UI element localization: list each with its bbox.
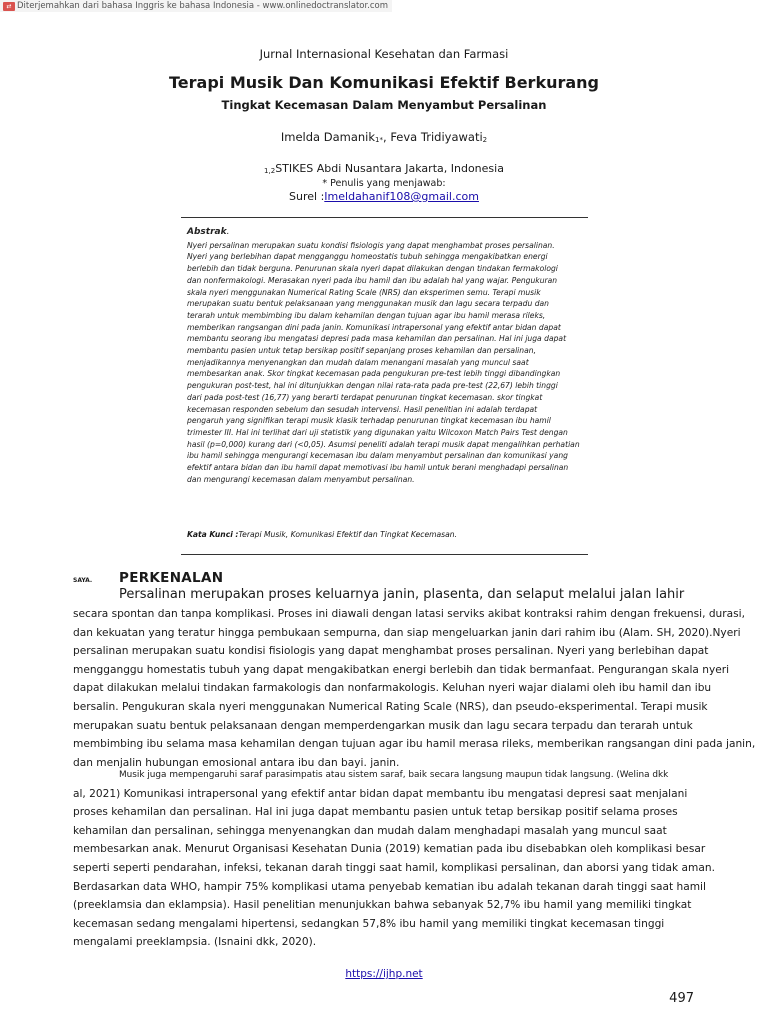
abstract-line: Nyeri yang berlebihan dapat mengganggu homeostatis tubuh sehingga mengakibatkan energi xyxy=(187,252,548,262)
email-label: Surel : xyxy=(289,190,325,203)
abstract-line: memberikan rangsangan dini pada janin. Komunikasi intrapersonal yang efektif antar bidan dapat xyxy=(187,322,561,332)
abstract-line: dan mengurangi kecemasan dalam menyambut persalinan. xyxy=(187,474,415,484)
paragraph-line: merupakan suatu bentuk pelaksanaan dengan memperdengarkan musik dan lagu secara terpadu dan terarah untuk xyxy=(73,719,693,732)
keywords-label: Kata Kunci : xyxy=(187,530,239,539)
paper-subtitle: Tingkat Kecemasan Dalam Menyambut Persalinan xyxy=(221,98,547,112)
paragraph-line: Persalinan merupakan proses keluarnya janin, plasenta, dan selaput melalui jalan lahir xyxy=(119,587,685,602)
paragraph-line: membesarkan anak. Menurut Organisasi Kesehatan Dunia (2019) kematian pada ibu disebabkan oleh komplikasi besar xyxy=(73,843,706,856)
paragraph-line: Berdasarkan data WHO, hampir 75% komplikasi utama penyebab kematian ibu adalah tekanan darah tinggi saat hamil xyxy=(73,880,706,893)
abstract-line: membantu pasien untuk tetap bersikap positif sepanjang proses kehamilan dan persalinan, xyxy=(187,346,536,356)
author-1-affil-mark: 1* xyxy=(375,136,383,144)
author-1: Imelda Damanik xyxy=(280,130,376,144)
keywords xyxy=(187,530,457,539)
paragraph-line: membimbing ibu selama masa kehamilan dengan tujuan agar ibu hamil merasa rileks, memberikan rangsangan dini pada janin, xyxy=(73,738,756,751)
author-separator: , xyxy=(383,130,391,144)
abstract-line: hasil (p=0,000) kurang dari (<0,05). Asumsi peneliti adalah terapi musik dapat mengalihkan perhatian xyxy=(187,439,580,449)
abstract-line: terarah untuk membimbing ibu dalam kehamilan dengan tujuan agar ibu hamil merasa rileks, xyxy=(187,310,546,320)
abstract-line: pengukuran post-test, hal ini ditunjukkan dengan nilai rata-rata pada pre-test (22,67) lebih tinggi xyxy=(187,381,558,391)
section-title: PERKENALAN xyxy=(119,570,224,586)
paragraph-line: dan menjalin hubungan emosional antara ibu dan bayi. janin. xyxy=(73,756,400,769)
paragraph-line: kehamilan dan persalinan, sehingga menyenangkan dan mudah dalam menghadapi masalah yang muncul saat xyxy=(73,824,667,837)
abstract-body xyxy=(187,240,587,486)
corresponding-author-label: * Penulis yang menjawab: xyxy=(322,178,446,189)
abstract xyxy=(187,227,587,485)
abstract-line: pengaruh yang signifikan terapi musik klasik terhadap penurunan tingkat kecemasan ibu hamil xyxy=(187,416,551,426)
abstract-line: kecemasan responden sebelum dan sesudah intervensi. Hasil penelitian ini adalah terdapat xyxy=(187,404,538,414)
authors xyxy=(0,130,768,144)
email-line xyxy=(0,190,768,203)
author-2: Feva Tridiyawati xyxy=(390,130,483,144)
footer-journal-link[interactable]: https://ijhp.net xyxy=(345,968,423,980)
abstract-top-rule xyxy=(181,217,588,218)
abstract-line: trimester III. Hal ini terlihat dari uji statistik yang digunakan yaitu Wilcoxon Match Pairs Test dengan xyxy=(187,427,568,437)
abstract-line: merupakan suatu bentuk pelaksanaan yang menggunakan musik dan lagu secara terpadu dan xyxy=(187,299,549,309)
paragraph-line: proses kehamilan dan persalinan. Hal ini juga dapat membantu pasien untuk tetap bersikap positif selama proses xyxy=(73,806,678,819)
paragraph-line: dapat dilakukan melalui tindakan farmakologis dan nonfarmakologis. Keluhan nyeri wajar dialami oleh ibu hamil dan ibu xyxy=(73,682,712,695)
translator-banner[interactable] xyxy=(0,0,392,12)
abstract-line: membesarkan anak. Skor tingkat kecemasan pada pengukuran pre-test lebih tinggi dibandingkan xyxy=(187,369,561,379)
paragraph-1 xyxy=(73,585,756,772)
paragraph-line: kecemasan sedang mengalami hipertensi, sedangkan 57,8% ibu hamil yang memiliki tingkat kecemasan tinggi xyxy=(73,917,665,930)
email-link[interactable]: Imeldahanif108@gmail.com xyxy=(324,190,479,203)
affiliation-text: STIKES Abdi Nusantara Jakarta, Indonesia xyxy=(275,162,504,175)
abstract-line: berlebih dan tidak berguna. Penurunan skala nyeri dapat dilakukan dengan tindakan fermakologi xyxy=(187,264,558,274)
translate-icon: ⇄ xyxy=(3,2,15,11)
paragraph-line: al, 2021) Komunikasi intrapersonal yang efektif antar bidan dapat membantu ibu mengatasi depresi saat menjalani xyxy=(73,787,688,800)
paragraph-line: dan kekuatan yang teratur hingga pembukaan sempurna, dan siap mengeluarkan janin dari rahim ibu (Alam. SH, 2020).Nyeri xyxy=(73,626,741,639)
page-number: 497 xyxy=(669,991,694,1006)
paragraph-line: mengalami preeklampsia. (Isnaini dkk, 2020). xyxy=(73,936,317,949)
paragraph-line: persalinan merupakan suatu kondisi fisiologis yang dapat menghambat proses persalinan. Nyeri yang berlebihan dapat xyxy=(73,645,709,658)
abstract-line: skala nyeri menggunakan Numerical Rating Scale (NRS) dan eksperimen semu. Terapi musik xyxy=(187,287,541,297)
paragraph-line: bersalin. Pengukuran skala nyeri menggunakan Numerical Rating Scale (NRS), dan pseudo-eksperimental. Terapi musik xyxy=(73,700,708,713)
affiliation xyxy=(0,162,768,175)
translator-banner-text[interactable]: Diterjemahkan dari bahasa Inggris ke bahasa Indonesia - www.onlinedoctranslator.com xyxy=(17,1,389,11)
abstract-bottom-rule xyxy=(181,554,588,555)
paper-title: Terapi Musik Dan Komunikasi Efektif Berkurang xyxy=(168,73,599,92)
abstract-heading: Abstrak. xyxy=(187,227,230,237)
abstract-line: dari pada post-test (16,77) yang berarti terdapat penurunan tingkat kecemasan. skor tingkat xyxy=(187,392,543,402)
abstract-line: ibu hamil sehingga mengurangi kecemasan ibu dalam menyambut persalinan dan komunikasi yang xyxy=(187,451,568,461)
abstract-line: efektif antara bidan dan ibu hamil dapat memotivasi ibu hamil untuk berani menghadapi persalinan xyxy=(187,463,569,473)
affiliation-mark: 1,2 xyxy=(264,167,276,175)
abstract-line: membantu seorang ibu mengatasi depresi pada masa kehamilan dan persalinan. Hal ini juga dapat xyxy=(187,334,567,344)
paragraph-line: (preeklamsia dan eklampsia). Hasil penelitian menunjukkan bahwa sebanyak 52,7% ibu hamil yang memiliki tingkat xyxy=(73,899,692,912)
paragraph-2 xyxy=(73,766,715,952)
section-number: SAYA. xyxy=(73,577,93,584)
paragraph-line: secara spontan dan tanpa komplikasi. Proses ini diawali dengan latasi serviks akibat kontraksi rahim dengan frekuensi, durasi, xyxy=(73,608,745,620)
paragraph-line: seperti seperti pendarahan, infeksi, tekanan darah tinggi saat hamil, komplikasi persalinan, dan aborsi yang tidak aman. xyxy=(73,861,715,874)
keywords-text: Terapi Musik, Komunikasi Efektif dan Tingkat Kecemasan. xyxy=(238,530,458,539)
paragraph-line: Musik juga mempengaruhi saraf parasimpatis atau sistem saraf, baik secara langsung maupun tidak langsung. (Welina dkk xyxy=(119,770,669,780)
author-2-affil-mark: 2 xyxy=(482,136,488,144)
abstract-line: menjadikannya menyenangkan dan mudah dalam menangani masalah yang muncul saat xyxy=(187,357,529,367)
journal-name: Jurnal Internasional Kesehatan dan Farmasi xyxy=(259,47,509,61)
paragraph-line: mengganggu homestatis tubuh yang dapat mengakibatkan energi berlebih dan tidak bermanfaat. Pengurangan skala nyeri xyxy=(73,663,730,676)
abstract-line: dan nonfermakologi. Merasakan nyeri pada ibu hamil dan ibu adalah hal yang wajar. Pengukuran xyxy=(187,275,558,285)
abstract-line: Nyeri persalinan merupakan suatu kondisi fisiologis yang dapat menghambat proses persalinan. xyxy=(187,240,555,250)
